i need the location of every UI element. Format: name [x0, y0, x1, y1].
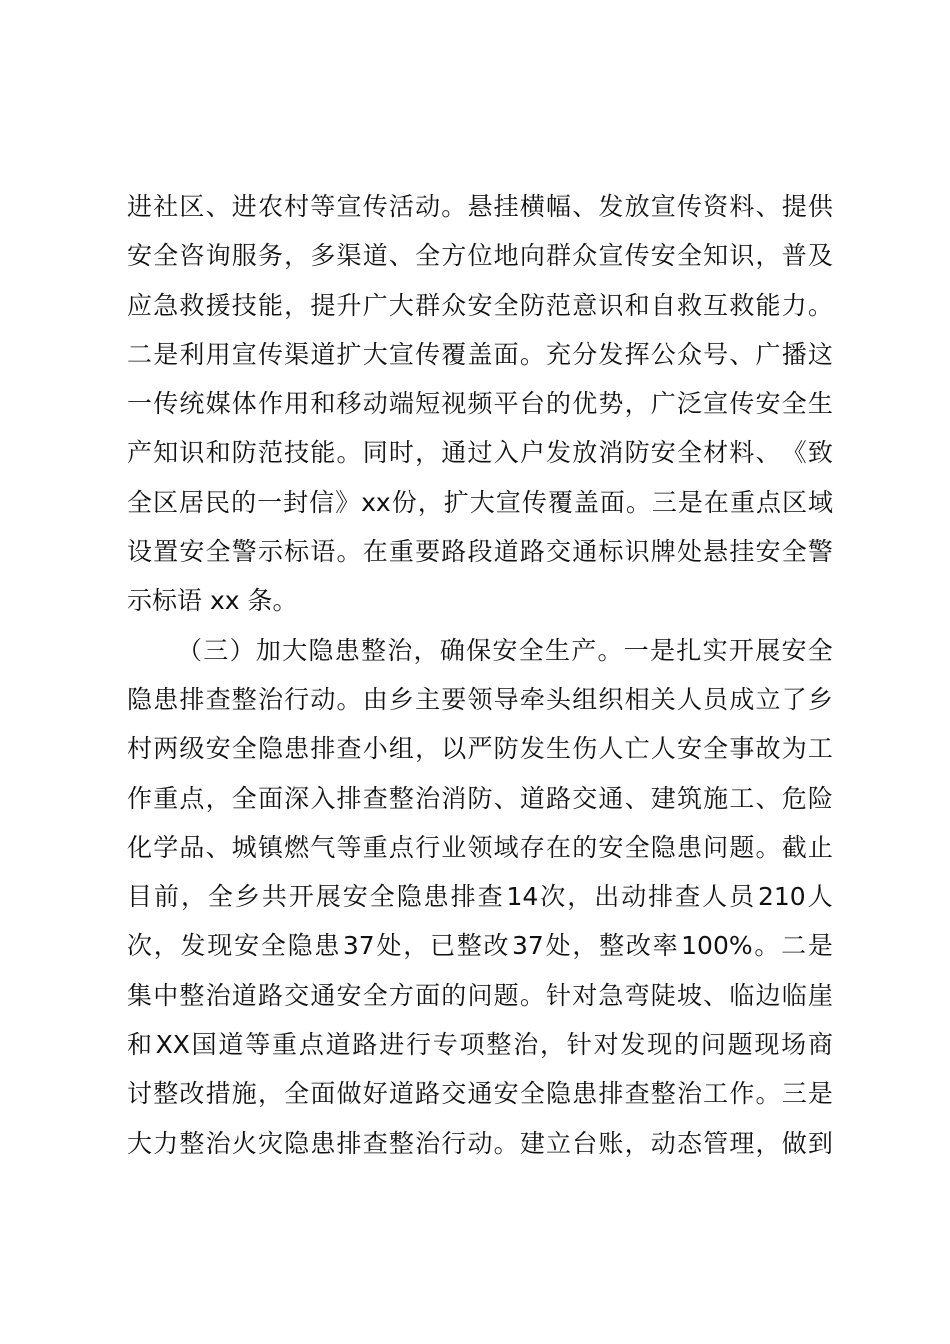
text-line: 目 前 ， 全 乡 共 开 展 安 全 隐 患 排 查 14 次 ， 出 动 排 查 人 员 210 人	[127, 882, 833, 912]
text-line: 化 学 品 、 城 镇 燃 气 等 重 点 行 业 领 域 存 在 的 安 全 隐 患 问 题 。 截 止	[127, 832, 833, 862]
text-line: 隐 患 排 查 整 治 行 动 。 由 乡 主 要 领 导 牵 头 组 织 相 关 人 员 成 立 了 乡	[127, 684, 833, 714]
text-line: 和 XX 国 道 等 重 点 道 路 进 行 专 项 整 治 ， 针 对 发 现 的 问 题 现 场 商	[127, 1030, 833, 1060]
text-line: 示标语 xx 条。	[127, 586, 298, 616]
text-line: 安 全 咨 询 服 务 ， 多 渠 道 、 全 方 位 地 向 群 众 宣 传 安 全 知 识 ， 普 及	[127, 241, 833, 271]
text-line: 设 置 安 全 警 示 标 语 。 在 重 要 路 段 道 路 交 通 标 识 牌 处 悬 挂 安 全 警	[127, 537, 833, 567]
text-line: 应 急 救 援 技 能 ， 提 升 广 大 群 众 安 全 防 范 意 识 和 自 救 互 救 能 力 。	[127, 290, 833, 320]
text-line: 一 传 统 媒 体 作 用 和 移 动 端 短 视 频 平 台 的 优 势 ， 广 泛 宣 传 安 全 生	[127, 389, 833, 419]
text-line: 全 区 居 民 的 一 封 信 》 xx 份 ， 扩 大 宣 传 覆 盖 面 。 三 是 在 重 点 区 域	[127, 487, 833, 517]
text-line: 产 知 识 和 防 范 技 能 。 同 时 ， 通 过 入 户 发 放 消 防 安 全 材 料 、 《 致	[127, 438, 833, 468]
text-line: 作 重 点 ， 全 面 深 入 排 查 整 治 消 防 、 道 路 交 通 、 建 筑 施 工 、 危 险	[127, 783, 833, 813]
text-line: 二 是 利 用 宣 传 渠 道 扩 大 宣 传 覆 盖 面 。 充 分 发 挥 公 众 号 、 广 播 这	[127, 339, 833, 369]
text-line: 大 力 整 治 火 灾 隐 患 排 查 整 治 行 动 。 建 立 台 账 ， 动 态 管 理 ， 做 到	[127, 1128, 833, 1158]
text-line: （ 三 ） 加 大 隐 患 整 治 ， 确 保 安 全 生 产 。 一 是 扎 实 开 展 安 全	[177, 635, 833, 665]
text-line: 集 中 整 治 道 路 交 通 安 全 方 面 的 问 题 。 针 对 急 弯 陡 坡 、 临 边 临 崖	[127, 980, 833, 1010]
body-text	[127, 182, 833, 1168]
text-line: 次 ， 发 现 安 全 隐 患 37 处 ， 已 整 改 37 处 ， 整 改 率 100% 。 二 是	[127, 931, 833, 961]
text-line: 进 社 区 、 进 农 村 等 宣 传 活 动 。 悬 挂 横 幅 、 发 放 宣 传 资 料 、 提 供	[127, 192, 833, 221]
text-line: 村 两 级 安 全 隐 患 排 查 小 组 ， 以 严 防 发 生 伤 人 亡 人 安 全 事 故 为 工	[127, 734, 833, 764]
text-line: 讨 整 改 措 施 ， 全 面 做 好 道 路 交 通 安 全 隐 患 排 查 整 治 工 作 。 三 是	[127, 1079, 833, 1109]
